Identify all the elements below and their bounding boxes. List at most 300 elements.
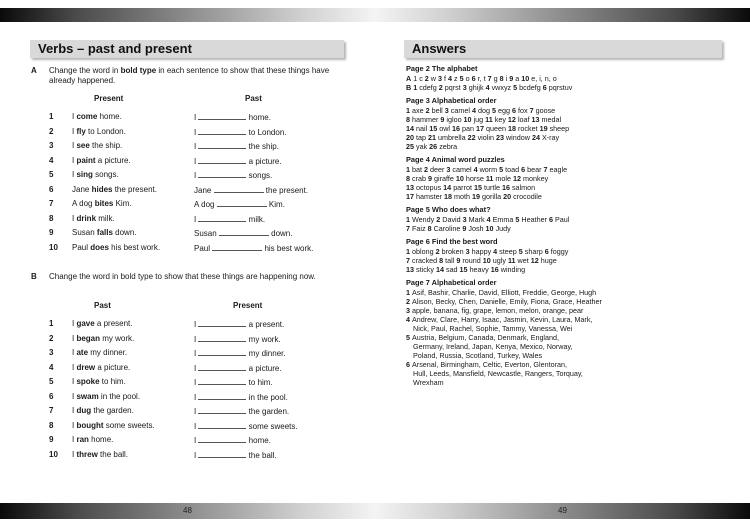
exercise-row (0, 185, 375, 198)
bold-verb: fly (76, 126, 86, 136)
source-sentence (72, 406, 134, 415)
answer-number: 7 (406, 224, 412, 233)
answer-number: 9 (425, 174, 434, 183)
answer-blank[interactable] (212, 243, 262, 251)
answer-line (406, 215, 616, 224)
answer-subject: Jane (194, 185, 214, 195)
answer-number: 10 (519, 74, 532, 83)
answer-subject: I (194, 127, 199, 137)
exercise-number: 2 (49, 126, 54, 136)
answer-text: owl (439, 124, 450, 133)
answer-text: goose (535, 106, 556, 115)
answer-text: loaf (517, 115, 530, 124)
exercise-row (0, 392, 375, 405)
answer-text: sticky (416, 265, 434, 274)
source-sentence (72, 363, 130, 372)
answer-text: bell (431, 106, 443, 115)
answer-text: medal (541, 115, 562, 124)
exercise-number: 4 (49, 362, 54, 372)
sentence-text: a picture. (95, 155, 131, 165)
answer-number: 2 (423, 106, 432, 115)
answer-line (406, 256, 616, 265)
answer-text: winding (500, 265, 526, 274)
answer-line (406, 247, 616, 256)
answer-rest: the ship. (246, 142, 279, 151)
answer-line (194, 228, 292, 238)
answer-blank[interactable] (198, 319, 246, 327)
answer-text: broken (441, 247, 464, 256)
answer-subject: I (194, 156, 199, 166)
answer-number: 11 (505, 256, 518, 265)
answer-subject: I (194, 392, 199, 402)
answer-text: Caroline (433, 224, 461, 233)
sentence-text: milk. (96, 213, 115, 223)
answer-blank[interactable] (198, 170, 246, 178)
answer-number: 13 (406, 265, 416, 274)
source-sentence (72, 348, 127, 357)
answer-text: giraffe (433, 174, 454, 183)
answer-rest: the present. (263, 185, 309, 195)
answer-text: e, i, n, o (531, 74, 557, 83)
source-sentence (72, 334, 134, 343)
answer-text: ugly (492, 256, 506, 265)
answer-text: hamster (416, 192, 442, 201)
answer-text: violin (477, 133, 494, 142)
answer-line (194, 156, 282, 166)
answer-text: Asif, Bashir, Charlie, David, Elliott, Freddie, George, Hugh (412, 288, 597, 297)
page-number-left: 48 (183, 506, 192, 515)
bold-verb: ran (76, 435, 89, 444)
answer-number: 6 (542, 247, 551, 256)
answer-text: happy (471, 247, 492, 256)
answer-line (406, 306, 616, 315)
answer-text: crocodile (513, 192, 542, 201)
exercise-number: 3 (49, 348, 54, 357)
answer-text: tap (416, 133, 426, 142)
bold-verb: bites (94, 199, 114, 208)
answer-number: 6 (469, 74, 478, 83)
bold-verb: drink (76, 213, 97, 223)
answer-text: crab (412, 174, 426, 183)
instruction-text: Change the word in (49, 66, 121, 75)
answer-rest: a present. (246, 320, 285, 329)
answer-rest: his best work. (262, 243, 314, 253)
answer-blank[interactable] (198, 348, 246, 356)
instruction-text: in each sentence to show that these things have already happened. (49, 66, 330, 85)
answer-number: 13 (406, 183, 416, 192)
answer-number: 4 (471, 165, 480, 174)
answer-line (194, 214, 265, 224)
answer-text: octopus (416, 183, 442, 192)
answer-text: yak (416, 142, 428, 151)
answer-number: 10 (483, 224, 496, 233)
sentence-text: I (72, 333, 77, 343)
bold-term: bold type (120, 66, 157, 75)
answer-text: sheep (549, 124, 570, 133)
answer-number: 8 (497, 74, 506, 83)
answer-blank[interactable] (198, 334, 246, 342)
answer-text: Arsenal, Birmingham, Celtic, Everton, Glentoran, (412, 360, 567, 369)
answer-text: fox (517, 106, 528, 115)
sentence-text: I (72, 449, 77, 459)
bold-verb: come (76, 112, 98, 121)
answer-line (406, 324, 616, 333)
bold-verb: gave (76, 319, 95, 328)
section-a-letter: A (31, 66, 37, 75)
answer-text: a (515, 74, 520, 83)
sentence-text: the present. (112, 184, 157, 194)
answer-line (406, 74, 616, 83)
answer-number: 12 (528, 256, 541, 265)
sentence-text: home. (97, 112, 122, 121)
answer-subject: I (194, 334, 199, 344)
exercise-number: 9 (49, 435, 54, 444)
answer-subject: I (194, 171, 199, 180)
bold-verb: hides (91, 184, 113, 194)
answer-number: 7 (485, 74, 494, 83)
sentence-text: to London. (85, 126, 126, 136)
answer-text: hammer (412, 115, 439, 124)
answer-rest: a picture. (246, 363, 282, 373)
answer-number: 8 (406, 174, 412, 183)
source-sentence (72, 127, 126, 136)
source-sentence (72, 199, 132, 208)
answer-rest: the garden. (246, 407, 290, 416)
answer-number: 1 (406, 247, 412, 256)
answer-line (194, 185, 308, 195)
answer-group (406, 205, 616, 233)
sentence-text: I (72, 391, 77, 401)
answer-text: toad (505, 165, 520, 174)
answer-line (406, 333, 616, 342)
answer-text: bcdefg (519, 83, 541, 92)
answer-blank[interactable] (198, 450, 246, 458)
answer-number: 20 (501, 192, 514, 201)
sentence-text: his best work. (108, 242, 161, 252)
answer-rest: to him. (246, 378, 273, 387)
answer-number: 14 (441, 183, 454, 192)
answer-text: Germany, Ireland, Japan, Kenya, Mexico, Norway, (413, 342, 573, 351)
answer-blank[interactable] (198, 435, 246, 443)
answer-blank[interactable] (198, 214, 246, 222)
bold-verb: dug (76, 406, 92, 415)
answer-text: jug (473, 115, 484, 124)
sentence-text: the ball. (97, 449, 129, 459)
answer-line (194, 127, 287, 137)
answer-line (194, 377, 273, 387)
answer-text: horse (465, 174, 484, 183)
answer-text: turtle (483, 183, 500, 192)
source-sentence (72, 319, 133, 328)
answer-text: c (419, 74, 423, 83)
source-sentence (72, 112, 122, 121)
answer-line (406, 351, 616, 360)
exercise-number: 1 (49, 112, 54, 121)
answer-number: 1 (406, 106, 412, 115)
answer-text: Heather (521, 215, 547, 224)
answer-text: X-ray (541, 133, 560, 142)
answer-number: 22 (465, 133, 478, 142)
answer-number: 20 (406, 133, 416, 142)
answer-number: 9 (438, 115, 447, 124)
answer-text: apple, banana, fig, grape, lemon, melon, orange, pear (412, 306, 584, 315)
page-title-answers: Answers (404, 40, 722, 58)
answer-text: gorilla (481, 192, 502, 201)
answer-text: window (505, 133, 530, 142)
exercise-number: 10 (49, 449, 58, 459)
answer-number: 12 (505, 115, 518, 124)
answer-number: 15 (471, 183, 484, 192)
sentence-text: I (72, 348, 77, 357)
answer-number: 3 (442, 106, 451, 115)
exercise-number: 1 (49, 319, 54, 328)
answer-rest: the ball. (246, 450, 277, 460)
answer-number: 1 (406, 165, 412, 174)
sentence-text: I (72, 126, 77, 136)
answer-number: 9 (454, 256, 463, 265)
answer-blank[interactable] (198, 363, 246, 371)
answer-blank[interactable] (198, 127, 246, 135)
sentence-text: my dinner. (88, 348, 128, 357)
section-a-col-present: Present (94, 94, 124, 103)
answer-group (406, 155, 616, 201)
exercise-number: 2 (49, 333, 54, 343)
exercise-row (0, 156, 375, 169)
answer-subject: Susan (194, 229, 219, 238)
answer-line (406, 83, 616, 92)
answer-rest: Kim. (266, 200, 285, 209)
answer-text: nail (416, 124, 428, 133)
sentence-text: Paul (72, 242, 91, 252)
exercise-number: 7 (49, 199, 54, 208)
answer-blank[interactable] (219, 228, 269, 236)
source-sentence (72, 228, 137, 237)
answer-blank[interactable] (198, 377, 246, 385)
exercise-row (0, 199, 375, 212)
exercise-row (0, 363, 375, 376)
answer-number: 3 (463, 247, 472, 256)
answer-number: 4 (406, 315, 412, 324)
source-sentence (72, 421, 155, 430)
answer-number: 25 (406, 142, 416, 151)
source-sentence (72, 214, 115, 223)
exercise-row (0, 421, 375, 434)
source-sentence (72, 243, 160, 252)
answer-text: z (454, 74, 458, 83)
answer-rest: my work. (246, 334, 281, 344)
answer-blank[interactable] (198, 112, 246, 120)
answer-number: 13 (529, 115, 542, 124)
answer-line (194, 319, 284, 329)
answer-text: eagle (549, 165, 568, 174)
answer-line (194, 243, 313, 253)
answer-number: 16 (499, 183, 512, 192)
answer-text: deer (430, 165, 445, 174)
answer-line (406, 183, 616, 192)
answer-number: 12 (511, 174, 524, 183)
answer-blank[interactable] (198, 141, 246, 149)
sentence-text: I (72, 155, 77, 165)
answer-number: 5 (457, 74, 466, 83)
answer-line (406, 133, 616, 142)
answer-number: 4 (446, 74, 454, 83)
answer-blank[interactable] (198, 406, 246, 414)
answer-text: Paul (554, 215, 570, 224)
answer-line (194, 450, 277, 460)
bold-verb: bought (76, 420, 104, 430)
answer-number: 11 (483, 174, 496, 183)
answer-number: 17 (474, 124, 486, 133)
answer-text: rocket (518, 124, 538, 133)
answer-subject: I (194, 113, 199, 122)
answer-number: 5 (513, 215, 522, 224)
exercise-number: 8 (49, 213, 54, 223)
answer-text: heavy (469, 265, 489, 274)
answer-subject: A dog (194, 200, 217, 209)
answer-rest: my dinner. (246, 349, 286, 358)
answer-text: Andrew, Clare, Harry, Isaac, Jasmin, Kevin, Laura, Mark, (412, 315, 593, 324)
sentence-text: I (72, 319, 77, 328)
answer-text: huge (540, 256, 557, 265)
answer-text: bat (412, 165, 422, 174)
answer-number: 1 (406, 215, 412, 224)
answer-text: g (493, 74, 498, 83)
answer-line (194, 421, 298, 431)
answer-text: mole (495, 174, 512, 183)
answer-text: camel (452, 165, 472, 174)
answer-number: 21 (426, 133, 438, 142)
answer-line (406, 124, 616, 133)
answer-number: 19 (469, 192, 482, 201)
answer-text: Judy (495, 224, 511, 233)
answer-group (406, 96, 616, 151)
answer-line (406, 297, 616, 306)
answer-subject: I (194, 320, 199, 329)
answer-text: Mark (468, 215, 485, 224)
answer-group (406, 278, 616, 387)
answer-number: 17 (406, 192, 416, 201)
bold-verb: drew (76, 362, 96, 372)
answer-number: 15 (457, 265, 470, 274)
exercise-row (0, 214, 375, 227)
answer-blank[interactable] (214, 185, 264, 193)
source-sentence (72, 435, 113, 444)
answer-number: 10 (480, 256, 493, 265)
bold-verb: spoke (76, 377, 100, 386)
answer-line (194, 348, 286, 358)
answer-line (194, 334, 281, 344)
answer-blank[interactable] (198, 421, 246, 429)
answer-line (406, 224, 616, 233)
exercise-row (0, 348, 375, 361)
answer-text: Poland, Russia, Scotland, Turkey, Wales (413, 351, 543, 360)
answer-number: 14 (433, 265, 446, 274)
answer-text: key (494, 115, 506, 124)
answer-line (406, 115, 616, 124)
sentence-text: A dog (72, 199, 95, 208)
answer-text: pqrstuv (548, 83, 573, 92)
sentence-text: I (72, 377, 77, 386)
answer-text: Austria, Belgium, Canada, Denmark, England, (412, 333, 560, 342)
answer-text: i (505, 74, 508, 83)
answer-number: 5 (406, 333, 412, 342)
answer-text: 1 (411, 74, 420, 83)
answer-text: Alison, Becky, Chen, Danielle, Emily, Fiona, Grace, Heather (412, 297, 602, 306)
exercise-row (0, 127, 375, 140)
answer-text: Wrexham (413, 378, 444, 387)
answer-group-title: Page 3 Alphabetical order (406, 96, 497, 105)
exercise-number: 5 (49, 377, 54, 386)
answer-number: A (406, 74, 412, 83)
answer-subject: I (194, 407, 199, 416)
answer-subject: I (194, 436, 199, 445)
answer-blank[interactable] (217, 199, 267, 207)
answer-text: sad (445, 265, 458, 274)
answer-number: 5 (516, 247, 525, 256)
sentence-text: down. (112, 228, 137, 237)
answer-number: 8 (406, 115, 412, 124)
answer-text: f (444, 74, 446, 83)
answer-text: Nick, Paul, Rachel, Sophie, Tammy, Vanessa, Wei (413, 324, 573, 333)
answer-line (406, 369, 616, 378)
answer-line (406, 360, 616, 369)
sentence-text: the ship. (89, 141, 123, 150)
answer-number: 2 (433, 247, 442, 256)
answer-line (194, 170, 272, 180)
section-b-letter: B (31, 272, 37, 281)
answer-number: 24 (529, 133, 542, 142)
answer-number: 19 (537, 124, 550, 133)
exercise-row (0, 377, 375, 390)
answer-group-title: Page 6 Find the best word (406, 237, 498, 246)
answer-subject: I (194, 378, 199, 387)
answer-line (194, 363, 282, 373)
sentence-text: a present. (94, 319, 133, 328)
exercise-row (0, 450, 375, 463)
answer-rest: milk. (246, 214, 266, 224)
answer-text: queen (486, 124, 506, 133)
answer-number: 3 (406, 306, 412, 315)
answer-text: zebra (439, 142, 458, 151)
answer-text: o (465, 74, 470, 83)
answer-line (194, 406, 289, 416)
answer-number: 10 (461, 115, 474, 124)
answer-number: 2 (434, 215, 443, 224)
answer-text: oblong (412, 247, 434, 256)
answer-group-title: Page 7 Alphabetical order (406, 278, 497, 287)
answer-blank[interactable] (198, 392, 246, 400)
answer-line (194, 141, 279, 151)
answer-text: worm (479, 165, 498, 174)
answer-number: 3 (460, 83, 469, 92)
answer-number: 2 (422, 74, 431, 83)
answer-number: 26 (427, 142, 440, 151)
answer-rest: home. (246, 113, 271, 122)
answer-line (406, 315, 616, 324)
answer-rest: in the pool. (246, 392, 288, 402)
answer-text: Wendy (412, 215, 435, 224)
answer-rest: songs. (246, 171, 273, 180)
answer-blank[interactable] (198, 156, 246, 164)
section-b-instruction (49, 272, 349, 282)
answer-text: cracked (412, 256, 438, 265)
answer-text: pan (462, 124, 474, 133)
exercise-number: 3 (49, 141, 54, 150)
sentence-text: a picture. (95, 362, 131, 372)
answer-text: umbrella (438, 133, 466, 142)
answer-line (406, 174, 616, 183)
exercise-row (0, 435, 375, 448)
